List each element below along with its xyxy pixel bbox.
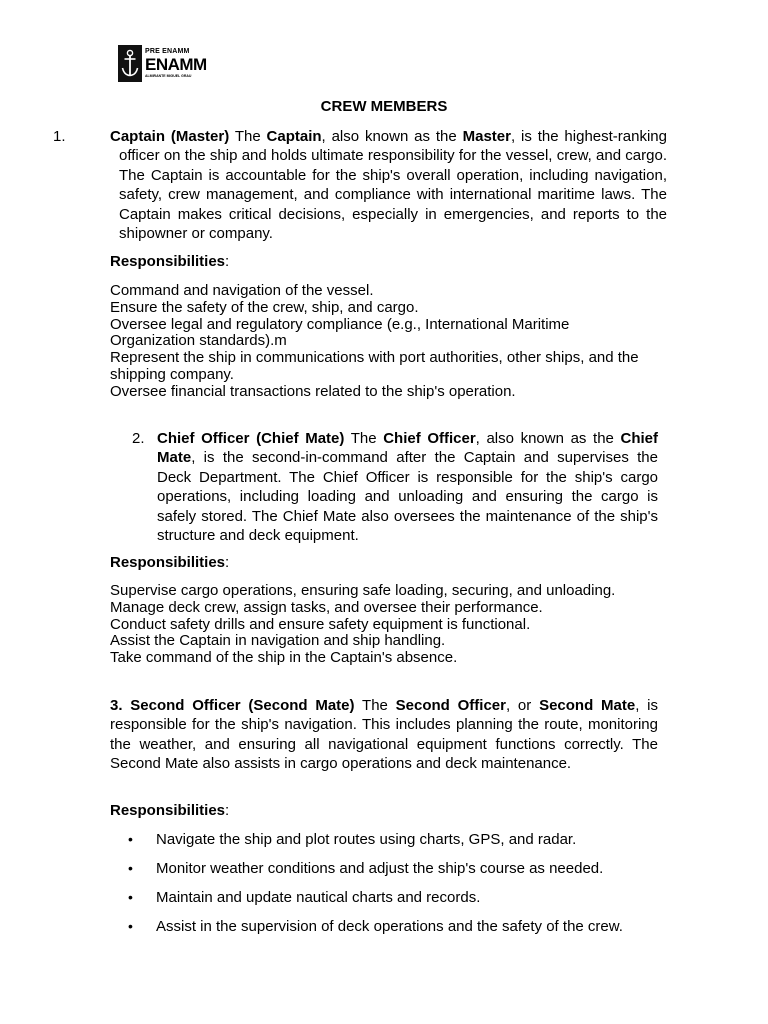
list-item: Command and navigation of the vessel. bbox=[110, 282, 374, 299]
list-item: Monitor weather conditions and adjust the ship's course as needed. bbox=[156, 860, 604, 877]
list-item: Maintain and update nautical charts and records. bbox=[156, 889, 481, 906]
section-3-paragraph: 3. Second Officer (Second Mate) The Second Officer, or Second Mate, is responsible for the ship's navigation. This includes planning the route, monitoring the weather, and ensuring all navigational equipment functions correctly. The Second Mate also assists in cargo operations and deck maintenance. bbox=[110, 697, 658, 773]
bullet-icon: • bbox=[128, 889, 133, 905]
list-item: Assist in the supervision of deck operations and the safety of the crew. bbox=[156, 918, 623, 935]
list-item: Navigate the ship and plot routes using charts, GPS, and radar. bbox=[156, 831, 577, 848]
bullet-icon: • bbox=[128, 918, 133, 934]
list-item: Manage deck crew, assign tasks, and oversee their performance. bbox=[110, 598, 543, 616]
section-2-responsibilities-heading: Responsibilities: bbox=[110, 554, 230, 571]
page-title: CREW MEMBERS bbox=[320, 98, 448, 115]
list-item: Oversee financial transactions related to the ship's operation. bbox=[110, 382, 516, 400]
section-1-role: Captain (Master) bbox=[110, 128, 230, 145]
enamm-logo bbox=[118, 44, 207, 82]
list-item: Oversee legal and regulatory compliance (e.g., International Maritime Organization standards).m bbox=[110, 315, 570, 350]
section-2-number: 2. bbox=[132, 430, 145, 447]
list-item: Conduct safety drills and ensure safety equipment is functional. bbox=[110, 615, 531, 633]
list-item: Assist the Captain in navigation and ship handling. bbox=[110, 632, 446, 650]
section-3-responsibilities-heading: Responsibilities: bbox=[110, 802, 230, 819]
section-1-number: 1. bbox=[53, 128, 66, 145]
section-2-responsibilities-list bbox=[110, 583, 662, 667]
logo-sub-text: ALMIRANTE MIGUEL GRAU bbox=[145, 73, 192, 78]
list-item: Represent the ship in communications with port authorities, other ships, and the shipping company. bbox=[110, 349, 639, 383]
section-2-paragraph: Chief Officer (Chief Mate) The Chief Officer, also known as the Chief Mate, is the second-in-command after the Captain and supervises the Deck Department. The Chief Officer is responsible for the ship's cargo operations, including loading and unloading and ensuring the cargo is safely stored. The Chief Mate also oversees the maintenance of the ship's structure and deck equipment. bbox=[157, 430, 659, 545]
logo-main-text: ENAMM bbox=[145, 54, 207, 74]
anchor-icon bbox=[118, 45, 142, 82]
logo-top-text: PRE ENAMM bbox=[145, 47, 190, 55]
bullet-icon: • bbox=[128, 831, 133, 847]
section-2-role: Chief Officer (Chief Mate) bbox=[157, 430, 345, 447]
section-1-responsibilities-heading: Responsibilities: bbox=[110, 253, 230, 270]
section-1-responsibilities-list bbox=[110, 283, 662, 401]
logo-text bbox=[145, 48, 207, 79]
bullet-icon: • bbox=[128, 860, 133, 876]
list-item: Ensure the safety of the crew, ship, and cargo. bbox=[110, 298, 419, 316]
list-item: Take command of the ship in the Captain's absence. bbox=[110, 649, 458, 667]
list-item: Supervise cargo operations, ensuring safe loading, securing, and unloading. bbox=[110, 582, 616, 599]
section-3-role: 3. Second Officer (Second Mate) bbox=[110, 697, 355, 714]
section-1-paragraph: Captain (Master) The Captain, also known as the Master, is the highest-ranking officer on the ship and holds ultimate responsibility for the vessel, crew, and cargo. The Captain is accountable for the ship's overall operation, including navigation, safety, crew management, and compliance with international maritime laws. The Captain makes critical decisions, especially in emergencies, and reports to the shipowner or company. bbox=[110, 128, 667, 243]
